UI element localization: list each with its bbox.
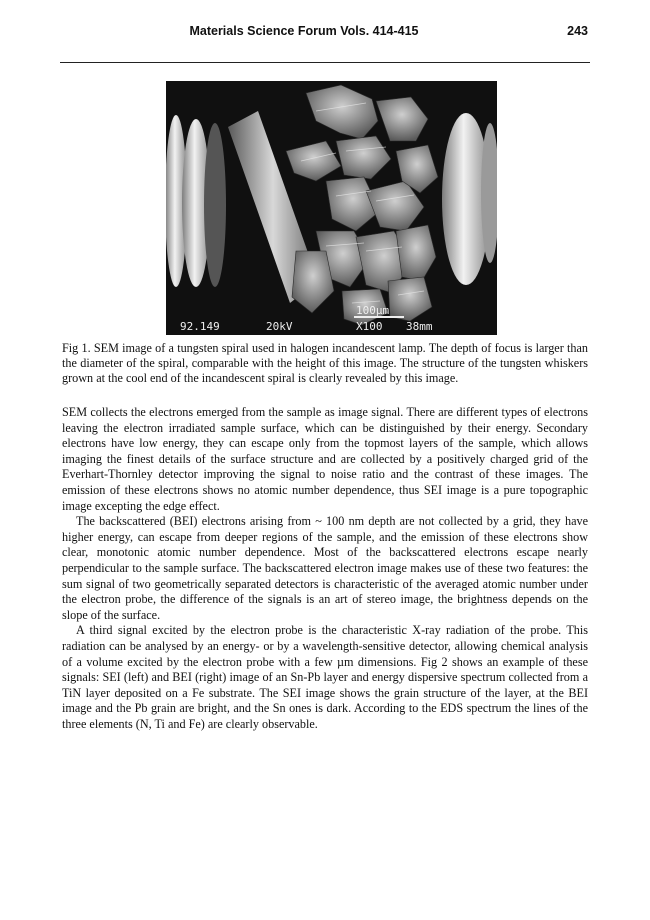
page-number: 243 <box>567 24 588 38</box>
databar-magnification: X100 <box>356 320 383 333</box>
databar-scale: 100µm <box>356 304 390 317</box>
figure-caption: Fig 1. SEM image of a tungsten spiral used in halogen incandescent lamp. The depth of focus is larger than the diameter of the spiral, comparable with the height of this image. The structure of the tungsten whiskers grown at the cool end of the incandescent spiral is clearly revealed by this image. <box>62 341 588 386</box>
journal-title: Materials Science Forum Vols. 414-415 <box>189 24 419 38</box>
body-paragraph: The backscattered (BEI) electrons arising from ~ 100 nm depth are not collected by a grid, they have higher energy, can escape from deeper regions of the sample, and the emission of these electrons show clear, monotonic atomic number dependence. Most of the backscattered electrons escape nearly perpendicular to the sample surface. The backscattered electron image makes use of these two features: the sum signal of two geometrically separated detectors is characteristic of the averaged atomic number under the electron probe, the difference of the signals is an art of stereo image, the brightness depends on the slope of the surface. <box>62 514 588 622</box>
header-rule <box>60 62 590 63</box>
sem-figure <box>166 81 497 335</box>
databar-working-distance: 38mm <box>406 320 433 333</box>
sem-micrograph <box>166 81 497 335</box>
running-head <box>62 24 590 42</box>
body-paragraph: SEM collects the electrons emerged from the sample as image signal. There are different types of electrons leaving the electron irradiated sample surface, which can be distinguished by their energy. Secondary electrons have low energy, they can escape only from the topmost layers of the sample, which allows imaging the finest details of the surface structure and are collected by a positively charged grid of the Everhart-Thornley detector improving the signal to noise ratio and the contrast of these images. The emission of these electrons shows no atomic number dependence, thus SEI image is a pure topographic image excepting the edge effect. <box>62 405 588 513</box>
databar-voltage: 20kV <box>266 320 293 333</box>
coil-turn <box>204 123 226 287</box>
databar-left: 92.149 <box>180 320 220 333</box>
body-text <box>62 405 588 732</box>
body-paragraph: A third signal excited by the electron probe is the characteristic X-ray radiation of the probe. This radiation can be analysed by an energy- or by a wavelength-sensitive detector, allowing chemical analysis of a volume excited by the electron probe with a few µm dimensions. Fig 2 shows an example of these signals: SEI (left) and BEI (right) image of an Sn-Pb layer and energy dispersive spectrum collected from a TiN layer deposited on a Fe substrate. The SEI image shows the grain structure of the layer, at the BEI image and the Pb grain are bright, and the Sn ones is dark. According to the EDS spectrum the lines of the three elements (N, Ti and Fe) are clearly observable. <box>62 623 588 731</box>
